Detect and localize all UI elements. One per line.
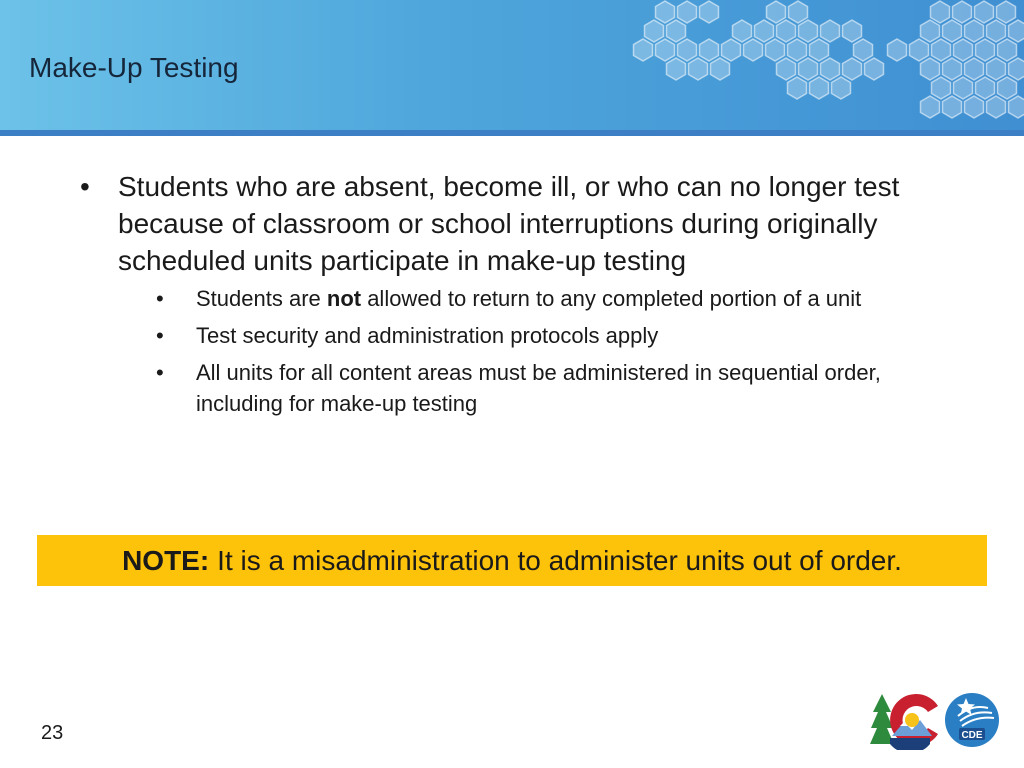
page-number: 23 [41,722,64,744]
note-banner [37,535,987,586]
bullet-list [80,168,960,425]
header-divider [0,130,1024,136]
sub-bullet-text: Test security and administration protocols apply [196,323,659,348]
cde-logo-text: CDE [961,730,983,741]
cde-star-seal-icon [945,693,999,747]
colorado-c-tree-mountain-icon [870,694,938,750]
list-item [156,283,960,314]
sub-bullet-text: allowed to return to any completed portion of a unit [361,286,862,311]
list-item [156,357,960,419]
sub-bullet-text: All units for all content areas must be administered in sequential order, including for make-up testing [196,360,881,416]
bullet-main-text: Students who are absent, become ill, or who can no longer test because of classroom or school interruptions during originally scheduled units participate in make-up testing [118,171,900,276]
page-title: Make-Up Testing [29,52,239,83]
list-item [156,320,960,351]
emphasis-text: not [326,286,362,311]
sub-bullet-text: Students are [196,286,327,311]
note-label: NOTE: [122,544,210,576]
list-item [80,168,960,419]
note-text: It is a misadministration to administer units out of order. [217,544,902,576]
slide-header [0,0,1024,130]
sub-bullet-list [118,283,960,419]
logos [870,690,1004,750]
